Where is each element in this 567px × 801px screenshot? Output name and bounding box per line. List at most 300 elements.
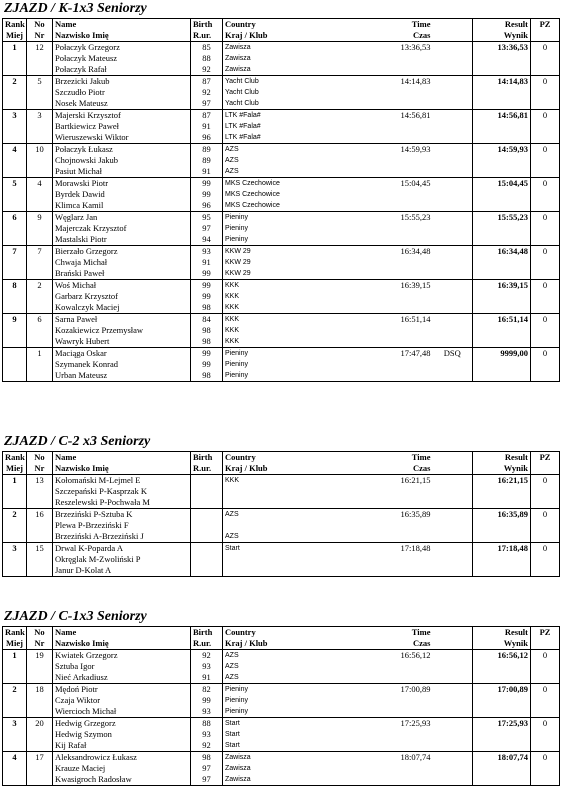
table-row [3, 661, 560, 672]
athlete-name: Majerski Krzysztof [53, 110, 191, 122]
birth-year: 88 [191, 53, 223, 64]
rank-cell: 9 [3, 314, 27, 326]
table-row [3, 166, 560, 178]
time-header: Czas [373, 30, 433, 42]
bib-number: 16 [27, 509, 53, 521]
rank-cell [3, 695, 27, 706]
birth-year: 93 [191, 706, 223, 718]
bib-number [27, 291, 53, 302]
bib-number [27, 370, 53, 382]
pz-cell: 0 [531, 246, 560, 258]
time-cell: 14:14,83 [400, 76, 431, 86]
bib-number [27, 121, 53, 132]
status-note [433, 223, 473, 234]
pz-cell [531, 257, 560, 268]
rank-cell: 2 [3, 509, 27, 521]
club-name: Start [223, 718, 373, 730]
time-cell: 16:56,12 [400, 650, 431, 660]
result-cell [473, 497, 531, 509]
pz-cell [531, 661, 560, 672]
birth-header: R.ur. [191, 463, 223, 475]
birth-year: 91 [191, 672, 223, 684]
status-note [433, 695, 473, 706]
bib-number [27, 87, 53, 98]
club-name: KKW 29 [223, 257, 373, 268]
table-row [3, 543, 560, 555]
time-header: Time [373, 19, 433, 31]
club-name: LTK #Fala# [223, 110, 373, 122]
bib-number [27, 706, 53, 718]
table-row [3, 234, 560, 246]
status-note [433, 661, 473, 672]
bib-number [27, 520, 53, 531]
pz-cell: 0 [531, 280, 560, 292]
time-cell [373, 64, 433, 76]
table-row [3, 752, 560, 764]
rank-cell [3, 348, 27, 360]
athlete-name: Hedwig Grzegorz [53, 718, 191, 730]
status-note [433, 53, 473, 64]
no-header: No [27, 452, 53, 464]
pz-cell: 0 [531, 509, 560, 521]
birth-header: Birth [191, 627, 223, 639]
table-row [3, 554, 560, 565]
result-cell [473, 554, 531, 565]
birth-year [191, 520, 223, 531]
result-cell [473, 520, 531, 531]
section-title: ZJAZD / K-1x3 Seniorzy [4, 1, 147, 16]
result-cell: 14:56,81 [473, 110, 531, 122]
bib-number: 12 [27, 42, 53, 54]
result-cell [473, 234, 531, 246]
country-header: Country [223, 627, 373, 639]
club-name: KKK [223, 280, 373, 292]
table-row [3, 200, 560, 212]
status-note [433, 565, 473, 577]
time-cell [373, 695, 433, 706]
bib-number [27, 531, 53, 543]
athlete-name: Maciąga Oskar [53, 348, 191, 360]
bib-number [27, 302, 53, 314]
time-cell: 16:51,14 [400, 314, 431, 324]
athlete-name: Janur D-Kolat A [53, 565, 191, 577]
athlete-name: Chwaja Michał [53, 257, 191, 268]
club-name: Pieniny [223, 684, 373, 696]
rank-cell [3, 531, 27, 543]
club-name: KKK [223, 475, 373, 487]
bib-number: 6 [27, 314, 53, 326]
pz-cell [531, 740, 560, 752]
status-note [433, 325, 473, 336]
result-cell: 16:34,48 [473, 246, 531, 258]
bib-number [27, 336, 53, 348]
bib-number: 19 [27, 650, 53, 662]
club-name: Yacht Club [223, 87, 373, 98]
table-row [3, 509, 560, 521]
table-row [3, 497, 560, 509]
result-cell [473, 291, 531, 302]
header-row [3, 463, 560, 475]
table-row [3, 718, 560, 730]
table-row [3, 302, 560, 314]
athlete-name: Klimca Kamil [53, 200, 191, 212]
club-name: Pieniny [223, 234, 373, 246]
athlete-name: Brzeziński P-Sztuba K [53, 509, 191, 521]
birth-year: 97 [191, 774, 223, 786]
rank-cell [3, 672, 27, 684]
athlete-name: Szymanek Konrad [53, 359, 191, 370]
rank-cell: 8 [3, 280, 27, 292]
birth-year [191, 543, 223, 555]
table-row [3, 98, 560, 110]
pz-cell [531, 325, 560, 336]
country-header: Kraj / Klub [223, 638, 373, 650]
time-cell [373, 155, 433, 166]
birth-year: 97 [191, 223, 223, 234]
pz-cell: 0 [531, 76, 560, 88]
pz-cell [531, 565, 560, 577]
club-name: KKK [223, 314, 373, 326]
result-cell [473, 268, 531, 280]
result-cell [473, 706, 531, 718]
pz-cell: 0 [531, 348, 560, 360]
table-row [3, 155, 560, 166]
result-cell: 17:25,93 [473, 718, 531, 730]
bib-number [27, 268, 53, 280]
club-name: AZS [223, 155, 373, 166]
status-note [433, 234, 473, 246]
birth-year: 88 [191, 718, 223, 730]
table-row [3, 348, 560, 360]
bib-number [27, 661, 53, 672]
pz-cell [531, 531, 560, 543]
bib-number [27, 64, 53, 76]
athlete-name: Brzezicki Jakub [53, 76, 191, 88]
club-name: Zawisza [223, 752, 373, 764]
table-row [3, 740, 560, 752]
birth-year: 94 [191, 234, 223, 246]
result-cell [473, 189, 531, 200]
rank-cell [3, 223, 27, 234]
pz-cell [531, 336, 560, 348]
birth-year: 99 [191, 348, 223, 360]
result-cell [473, 257, 531, 268]
bib-number [27, 234, 53, 246]
pz-cell [531, 268, 560, 280]
header-row [3, 30, 560, 42]
rank-cell [3, 268, 27, 280]
bib-number [27, 200, 53, 212]
table-row [3, 672, 560, 684]
result-cell: 9999,00 [473, 348, 531, 360]
club-name [223, 565, 373, 577]
athlete-name: Sztuba Igor [53, 661, 191, 672]
club-name: Yacht Club [223, 98, 373, 110]
athlete-name: Mędoń Piotr [53, 684, 191, 696]
rank-cell [3, 87, 27, 98]
club-name: KKK [223, 336, 373, 348]
bib-number [27, 98, 53, 110]
table-row [3, 280, 560, 292]
pz-cell [531, 486, 560, 497]
result-cell [473, 740, 531, 752]
table-row [3, 53, 560, 64]
section-title: ZJAZD / C-1x3 Seniorzy [4, 609, 147, 624]
rank-cell [3, 565, 27, 577]
time-cell: 17:18,48 [400, 543, 431, 553]
club-name: Start [223, 729, 373, 740]
status-note [433, 257, 473, 268]
club-name: AZS [223, 144, 373, 156]
rank-cell [3, 98, 27, 110]
athlete-name: Brzeziński A-Brzeziński J [53, 531, 191, 543]
time-cell [373, 87, 433, 98]
birth-year: 98 [191, 302, 223, 314]
header-row [3, 452, 560, 464]
header-row [3, 19, 560, 31]
club-name: Pieniny [223, 706, 373, 718]
table-row [3, 76, 560, 88]
table-row [3, 336, 560, 348]
status-note [433, 178, 473, 190]
rank-cell [3, 257, 27, 268]
table-row [3, 763, 560, 774]
table-row [3, 268, 560, 280]
birth-year: 99 [191, 280, 223, 292]
status-note [433, 706, 473, 718]
birth-year: 93 [191, 661, 223, 672]
birth-year: 99 [191, 359, 223, 370]
pz-cell [531, 706, 560, 718]
time-cell [373, 520, 433, 531]
status-note [433, 718, 473, 730]
birth-year: 98 [191, 325, 223, 336]
rank-cell [3, 706, 27, 718]
bib-number [27, 223, 53, 234]
pz-cell [531, 554, 560, 565]
rank-cell: 3 [3, 110, 27, 122]
pz-cell: 0 [531, 718, 560, 730]
club-name: KKK [223, 325, 373, 336]
result-cell [473, 64, 531, 76]
birth-year: 99 [191, 189, 223, 200]
no-header: No [27, 19, 53, 31]
pz-cell [531, 302, 560, 314]
athlete-name: Brański Paweł [53, 268, 191, 280]
status-note [433, 740, 473, 752]
status-note [433, 543, 473, 555]
pz-cell: 0 [531, 144, 560, 156]
status-note [433, 520, 473, 531]
table-row [3, 291, 560, 302]
club-name: AZS [223, 650, 373, 662]
athlete-name: Kołomański M-Lejmel E [53, 475, 191, 487]
status-note [433, 302, 473, 314]
status-note [433, 64, 473, 76]
birth-year: 98 [191, 370, 223, 382]
athlete-name: Okręglak M-Zwoliński P [53, 554, 191, 565]
result-cell [473, 774, 531, 786]
bib-number [27, 486, 53, 497]
pz-cell [531, 64, 560, 76]
country-header: Kraj / Klub [223, 30, 373, 42]
pz-cell [531, 121, 560, 132]
birth-year: 91 [191, 121, 223, 132]
athlete-name: Szczepański P-Kasprzak K [53, 486, 191, 497]
status-note [433, 486, 473, 497]
club-name: Pieniny [223, 212, 373, 224]
bib-number [27, 763, 53, 774]
time-cell [373, 234, 433, 246]
bib-number [27, 132, 53, 144]
birth-year: 95 [191, 212, 223, 224]
time-cell [373, 774, 433, 786]
time-cell [373, 291, 433, 302]
rank-cell: 3 [3, 543, 27, 555]
pz-cell: 0 [531, 543, 560, 555]
pz-cell: 0 [531, 650, 560, 662]
country-header: Country [223, 452, 373, 464]
pz-cell: 0 [531, 752, 560, 764]
time-cell: 15:55,23 [400, 212, 431, 222]
club-name: KKK [223, 291, 373, 302]
time-cell [373, 268, 433, 280]
rank-header: Miej [3, 463, 27, 475]
rank-header: Miej [3, 30, 27, 42]
bib-number [27, 695, 53, 706]
name-header: Nazwisko Imię [53, 463, 191, 475]
pz-cell [531, 200, 560, 212]
birth-year: 89 [191, 155, 223, 166]
status-note [433, 672, 473, 684]
club-name: AZS [223, 166, 373, 178]
birth-year: 93 [191, 729, 223, 740]
table-row [3, 64, 560, 76]
birth-year: 97 [191, 98, 223, 110]
results-table [2, 451, 560, 577]
athlete-name: Plewa P-Brzeziński F [53, 520, 191, 531]
result-header: Wynik [473, 30, 531, 42]
bib-number [27, 325, 53, 336]
birth-year: 92 [191, 87, 223, 98]
table-row [3, 729, 560, 740]
bib-number [27, 257, 53, 268]
name-header: Name [53, 452, 191, 464]
status-note [433, 110, 473, 122]
table-row [3, 314, 560, 326]
status-note [433, 98, 473, 110]
athlete-name: Chojnowski Jakub [53, 155, 191, 166]
time-cell [373, 763, 433, 774]
result-cell [473, 672, 531, 684]
rank-cell: 2 [3, 76, 27, 88]
time-cell [373, 200, 433, 212]
status-note [433, 531, 473, 543]
bib-number: 15 [27, 543, 53, 555]
club-name: Zawisza [223, 64, 373, 76]
rank-cell [3, 166, 27, 178]
rank-header: Rank [3, 452, 27, 464]
table-row [3, 110, 560, 122]
country-header: Kraj / Klub [223, 463, 373, 475]
birth-header: R.ur. [191, 30, 223, 42]
athlete-name: Połaczyk Grzegorz [53, 42, 191, 54]
status-note [433, 752, 473, 764]
athlete-name: Majerczak Krzysztof [53, 223, 191, 234]
birth-year: 91 [191, 257, 223, 268]
result-cell [473, 486, 531, 497]
time-cell [373, 554, 433, 565]
birth-year: 99 [191, 178, 223, 190]
status-note [433, 189, 473, 200]
pz-cell [531, 774, 560, 786]
pz-cell: 0 [531, 110, 560, 122]
rank-cell [3, 53, 27, 64]
club-name: Pieniny [223, 370, 373, 382]
pz-cell: 0 [531, 42, 560, 54]
rank-cell [3, 325, 27, 336]
time-cell [373, 740, 433, 752]
rank-cell [3, 486, 27, 497]
table-row [3, 132, 560, 144]
table-row [3, 520, 560, 531]
header-row [3, 638, 560, 650]
bib-number [27, 166, 53, 178]
country-header: Country [223, 19, 373, 31]
athlete-name: Kwiatek Grzegorz [53, 650, 191, 662]
result-cell [473, 87, 531, 98]
pz-cell [531, 98, 560, 110]
result-cell [473, 155, 531, 166]
rank-cell: 5 [3, 178, 27, 190]
status-note [433, 212, 473, 224]
rank-cell [3, 520, 27, 531]
rank-cell: 6 [3, 212, 27, 224]
birth-year: 98 [191, 336, 223, 348]
status-note [433, 291, 473, 302]
result-cell [473, 121, 531, 132]
bib-number: 4 [27, 178, 53, 190]
bib-number [27, 729, 53, 740]
bib-number: 5 [27, 76, 53, 88]
athlete-name: Aleksandrowicz Łukasz [53, 752, 191, 764]
table-row [3, 257, 560, 268]
status-note [433, 87, 473, 98]
bib-number [27, 554, 53, 565]
rank-cell: 7 [3, 246, 27, 258]
time-cell [373, 166, 433, 178]
club-name: MKS Czechowice [223, 178, 373, 190]
time-cell [373, 53, 433, 64]
athlete-name: Morawski Piotr [53, 178, 191, 190]
rank-cell [3, 155, 27, 166]
club-name: Pieniny [223, 348, 373, 360]
time-cell: 14:56,81 [400, 110, 431, 120]
athlete-name: Urban Mateusz [53, 370, 191, 382]
result-cell [473, 661, 531, 672]
pz-cell [531, 291, 560, 302]
time-cell [373, 132, 433, 144]
pz-cell [531, 132, 560, 144]
rank-cell [3, 554, 27, 565]
time-cell [373, 661, 433, 672]
pz-cell [531, 497, 560, 509]
athlete-name: Połaczyk Rafał [53, 64, 191, 76]
pz-cell [531, 672, 560, 684]
pz-cell [531, 223, 560, 234]
result-cell: 16:56,12 [473, 650, 531, 662]
club-name: Start [223, 740, 373, 752]
